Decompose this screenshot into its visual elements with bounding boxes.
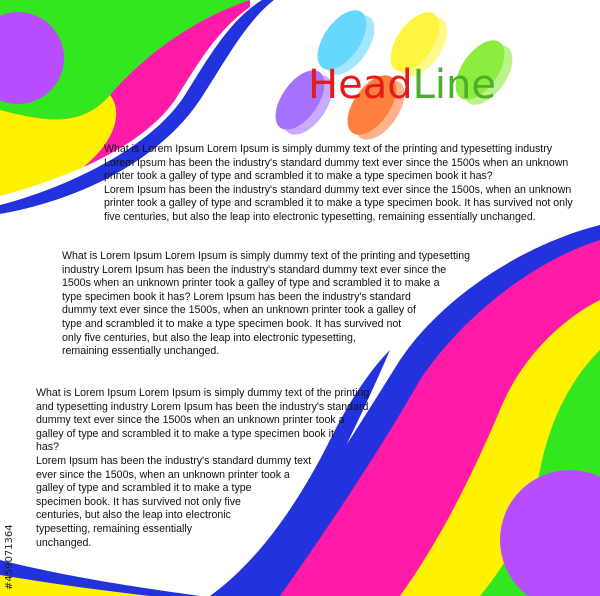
paragraph-line: type and scrambled it to make a type specimen book. It has survived not — [62, 317, 402, 330]
paragraph-line: printer took a galley of type and scrambled it to make a type specimen book it has? — [104, 170, 493, 183]
stock-id-label: #459071364 — [4, 524, 15, 590]
paragraph-line: specimen book. It has survived not only five — [36, 495, 241, 508]
paragraph-line: Lorem Ipsum has been the industry's standard dummy text — [36, 454, 312, 467]
paragraph-line: Lorem Ipsum has been the industry's standard dummy text ever since the 1500s, when an unknown — [104, 183, 572, 196]
headline-part-line: Line — [412, 62, 496, 108]
paragraph-line: centuries, but also the leap into electronic — [36, 509, 231, 522]
paragraph-line: typesetting, remaining essentially — [36, 522, 193, 535]
paragraph-line: only five centuries, but also the leap into electronic typesetting, — [62, 331, 356, 344]
paragraph-line: What is Lorem Ipsum Lorem Ipsum is simply dummy text of the printing and typesetting industry — [104, 143, 553, 155]
paragraph-line: Lorem Ipsum has been the industry's standard dummy text ever since the 1500s when an unknown — [104, 156, 569, 169]
paragraph-line: and typesetting industry Lorem Ipsum has been the industry's standard — [36, 400, 369, 413]
paragraph-line: ever since the 1500s, when an unknown printer took a — [36, 468, 290, 481]
paragraph-line: galley of type and scrambled it to make a type — [36, 482, 252, 495]
paragraph-line: printer took a galley of type and scrambled it to make a type specimen book. It has survived not only — [104, 197, 573, 210]
paragraph-line: five centuries, but also the leap into electronic typesetting, remaining essentially unchanged. — [104, 210, 536, 223]
paragraph-line: galley of type and scrambled it to make a type specimen book it — [36, 427, 334, 440]
paragraph-3 — [36, 387, 369, 550]
paragraph-line: remaining essentially unchanged. — [62, 345, 220, 358]
paragraph-line: type specimen book it has? Lorem Ipsum has been the industry's standard — [62, 290, 411, 303]
headline-part-head: Head — [308, 62, 413, 108]
paragraph-line: What is Lorem Ipsum Lorem Ipsum is simply dummy text of the printing and typesetting — [62, 250, 471, 262]
paragraph-line: dummy text ever since the 1500s, when an unknown printer took a galley of — [62, 304, 416, 317]
headline — [308, 62, 496, 108]
paragraph-line: has? — [36, 441, 59, 454]
paragraph-line: dummy text ever since the 1500s when an unknown printer took a — [36, 414, 345, 427]
paragraph-line: unchanged. — [36, 536, 92, 549]
paragraph-line: 1500s when an unknown printer took a galley of type and scrambled it to make a — [62, 277, 440, 290]
paragraph-2 — [62, 250, 470, 359]
paragraph-1 — [104, 143, 573, 225]
paragraph-line: industry Lorem Ipsum has been the industry's standard dummy text ever since the — [62, 263, 447, 276]
paragraph-line: What is Lorem Ipsum Lorem Ipsum is simply dummy text of the printing — [36, 387, 370, 399]
